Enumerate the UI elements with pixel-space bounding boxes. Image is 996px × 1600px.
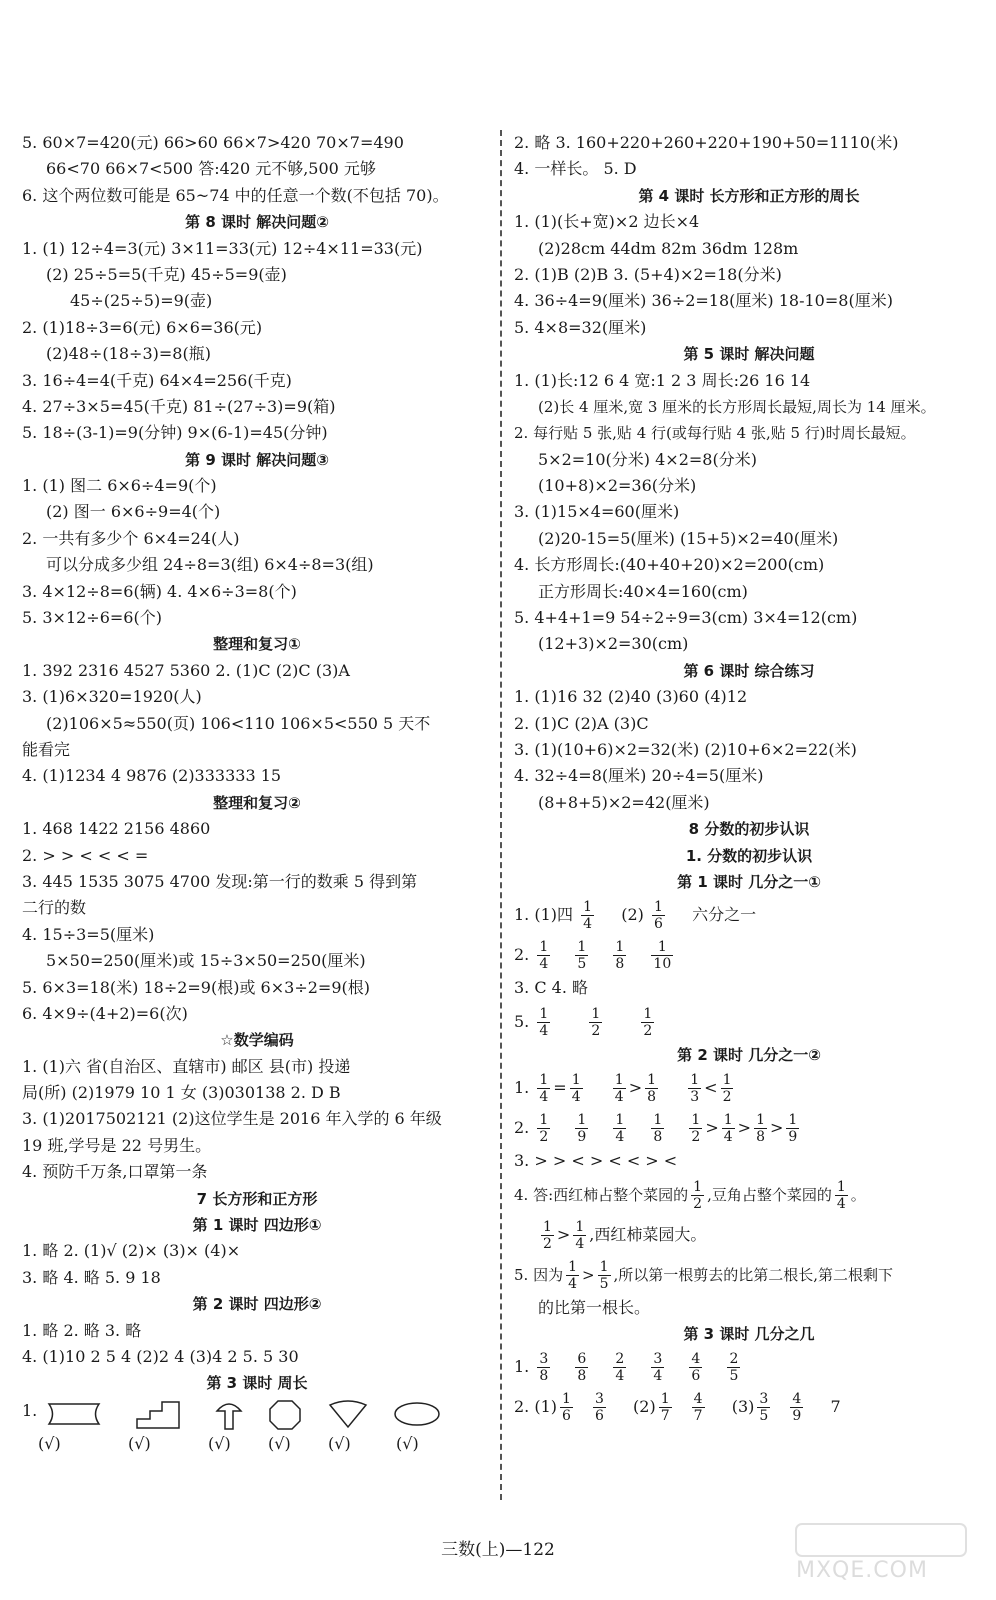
answer-line: 1. (1) 图二 6×6÷4=9(个) — [22, 476, 217, 496]
answer-line: 2. (1)18÷3=6(元) 6×6=36(元) — [22, 317, 263, 337]
fraction: $\frac{4}{7}$ — [693, 1391, 703, 1425]
answer-line: 1. (1)(长+宽)×2 边长×4 — [514, 212, 700, 232]
answer-line: 4. 预防千万条,口罩第一条 — [22, 1162, 208, 1182]
lesson-heading: 第 3 课时 几分之几 — [683, 1324, 815, 1343]
check-mark: (√) — [268, 1433, 291, 1453]
answer-line: 正方形周长:40×4=160(cm) — [538, 581, 748, 601]
fraction: $\frac{3}{6}$ — [594, 1391, 604, 1425]
answer-line: 5. 4+4+1=9 54÷2÷9=3(cm) 3×4=12(cm) — [514, 608, 858, 628]
lesson-heading: 第 2 课时 四边形② — [192, 1295, 322, 1314]
answer-text: (2) — [621, 905, 644, 925]
fraction: $\frac{1}{4}$ — [539, 1072, 549, 1106]
answer-line: 1. (1)16 32 (2)40 (3)60 (4)12 — [514, 687, 748, 707]
answer-line: 4. 长方形周长:(40+40+20)×2=200(cm) — [514, 555, 825, 575]
fraction-answer-line — [514, 1002, 984, 1042]
fraction-answer-line — [514, 1255, 984, 1295]
answer-text: 7 — [830, 1397, 841, 1417]
fraction: $\frac{1}{4}$ — [583, 899, 593, 933]
answer-line: 2. (1)C (2)A (3)C — [514, 713, 649, 733]
staircase-shape — [134, 1399, 184, 1431]
answer-line: 3. 4×12÷8=6(辆) 4. 4×6÷3=8(个) — [22, 581, 297, 601]
fraction: $\frac{1}{2}$ — [591, 1005, 601, 1039]
answer-line: 3. 略 4. 略 5. 9 18 — [22, 1267, 161, 1287]
fraction: $\frac{1}{2}$ — [643, 1005, 653, 1039]
fraction-answer-line — [514, 1068, 984, 1108]
answer-line: (2)20-15=5(厘米) (15+5)×2=40(厘米) — [538, 528, 839, 548]
answer-line: 3. (1)6×320=1920(人) — [22, 687, 202, 707]
answer-line: 3. 445 1535 3075 4700 发现:第一行的数乘 5 得到第 — [22, 871, 418, 891]
answer-line: 可以分成多少组 24÷8=3(组) 6×4÷8=3(组) — [46, 555, 374, 575]
answer-text: 六分之一 — [692, 905, 757, 925]
fraction: $\frac{1}{7}$ — [660, 1391, 670, 1425]
lesson-heading: 第 9 课时 解决问题③ — [185, 450, 329, 469]
octagon-shape — [268, 1399, 302, 1431]
answer-line: 4. 一样长。 5. D — [514, 159, 637, 179]
answer-line: 1. 468 1422 2156 4860 — [22, 819, 211, 839]
lesson-heading: 第 4 课时 长方形和正方形的周长 — [638, 186, 860, 205]
answer-line: 1. (1) 12÷4=3(元) 3×11=33(元) 12÷4×11=33(元) — [22, 238, 423, 258]
answer-line: (12+3)×2=30(cm) — [538, 634, 689, 654]
curved-rectangle-shape — [44, 1399, 104, 1429]
answer-line: 5×2=10(分米) 4×2=8(分米) — [538, 449, 757, 469]
greater-than-sign: > — [556, 1224, 571, 1244]
fraction: $\frac{4}{6}$ — [691, 1351, 701, 1385]
answer-text: 4. 答:西红柿占整个菜园的 — [514, 1185, 689, 1204]
answer-text: 1. (1)四 — [514, 905, 574, 925]
section-heading: 1. 分数的初步认识 — [685, 846, 813, 865]
fraction: $\frac{1}{4}$ — [539, 1005, 549, 1039]
fraction: $\frac{3}{5}$ — [759, 1391, 769, 1425]
answer-line: (8+8+5)×2=42(厘米) — [538, 792, 710, 812]
section-heading: 整理和复习② — [213, 793, 301, 812]
answer-line: 3. 16÷4=4(千克) 64×4=256(千克) — [22, 370, 292, 390]
fraction-answer-line — [514, 1347, 984, 1387]
answer-line: (2)48÷(18÷3)=8(瓶) — [46, 344, 211, 364]
left-column — [22, 130, 492, 1457]
right-column — [514, 130, 984, 1427]
chapter-heading: 8 分数的初步认识 — [688, 820, 810, 839]
answer-line: 5. 6×3=18(米) 18÷2=9(根)或 6×3÷2=9(根) — [22, 977, 370, 997]
answer-text: ,豆角占整个菜园的 — [707, 1185, 832, 1204]
answer-line: (2)106×5≈550(页) 106<110 106×5<550 5 天不 — [46, 713, 431, 733]
answer-text: ,所以第一根剪去的比第二根长,第二根剩下 — [613, 1265, 894, 1284]
question-number: 1. — [22, 1400, 38, 1420]
check-mark: (√) — [396, 1433, 419, 1453]
answer-line: 5. 3×12÷6=6(个) — [22, 608, 162, 628]
page-footer: 三数(上)—122 — [441, 1540, 555, 1560]
question-number: 5. — [514, 1011, 530, 1031]
answer-line: 2. 一共有多少个 6×4=24(人) — [22, 528, 240, 548]
answer-line: 6. 4×9÷(4+2)=6(次) — [22, 1003, 188, 1023]
fraction: $\frac{1}{9}$ — [788, 1112, 798, 1146]
fraction: $\frac{1}{8}$ — [653, 1112, 663, 1146]
answer-line: 4. (1)10 2 5 4 (2)2 4 (3)4 2 5. 5 30 — [22, 1346, 299, 1366]
lesson-heading: 第 8 课时 解决问题② — [185, 213, 329, 232]
question-number: 1. — [514, 1357, 530, 1377]
fraction: $\frac{1}{4}$ — [614, 1072, 624, 1106]
fraction: $\frac{1}{4}$ — [539, 939, 549, 973]
question-number: 2. — [514, 945, 530, 965]
fraction-answer-line — [514, 935, 984, 975]
greater-than-sign: > — [582, 1265, 595, 1284]
fan-shape — [328, 1399, 368, 1431]
greater-than-sign: > — [770, 1118, 784, 1138]
section-heading: 整理和复习① — [213, 635, 301, 654]
fraction: $\frac{1}{10}$ — [653, 939, 672, 973]
answer-line: 1. (1)长:12 6 4 宽:1 2 3 周长:26 16 14 — [514, 370, 811, 390]
answer-line: 1. (1)六 省(自治区、直辖市) 邮区 县(市) 投递 — [22, 1056, 351, 1076]
answer-line: 6. 这个两位数可能是 65~74 中的任意一个数(不包括 70)。 — [22, 185, 449, 205]
answer-line: (2)28cm 44dm 82m 36dm 128m — [538, 238, 799, 258]
fraction: $\frac{1}{4}$ — [575, 1218, 585, 1252]
fraction: $\frac{1}{2}$ — [539, 1112, 549, 1146]
fraction-answer-line — [514, 1387, 984, 1427]
fraction: $\frac{6}{8}$ — [577, 1351, 587, 1385]
question-number: 2. — [514, 1118, 530, 1138]
fraction: $\frac{1}{4}$ — [571, 1072, 581, 1106]
fraction-answer-line — [514, 895, 984, 935]
answer-line: 5. 18÷(3-1)=9(分钟) 9×(6-1)=45(分钟) — [22, 423, 328, 443]
fraction: $\frac{2}{4}$ — [615, 1351, 625, 1385]
answer-line: (2) 图一 6×6÷9=4(个) — [46, 502, 221, 522]
check-mark: (√) — [38, 1433, 61, 1453]
answer-line: (10+8)×2=36(分米) — [538, 476, 697, 496]
answer-line: 2. 每行贴 5 张,贴 4 行(或每行贴 4 张,贴 5 行)时周长最短。 — [514, 424, 916, 443]
answer-line: 3. (1)15×4=60(厘米) — [514, 502, 680, 522]
fraction: $\frac{1}{5}$ — [599, 1259, 609, 1292]
answer-line: 能看完 — [22, 739, 71, 759]
lesson-heading: 第 2 课时 几分之一② — [677, 1045, 821, 1064]
column-divider — [500, 130, 502, 1500]
answer-line: 5×50=250(厘米)或 15÷3×50=250(厘米) — [46, 951, 366, 971]
fraction: $\frac{1}{3}$ — [690, 1072, 700, 1106]
answer-line: 2. (1)B (2)B 3. (5+4)×2=18(分米) — [514, 264, 782, 284]
check-mark: (√) — [328, 1433, 351, 1453]
answer-line: 5. 60×7=420(元) 66>60 66×7>420 70×7=490 — [22, 133, 404, 152]
watermark-seal-icon — [786, 1520, 976, 1560]
answer-line: 2. > > < < < = — [22, 845, 149, 865]
answer-text: (3) — [731, 1397, 755, 1417]
lesson-heading: 第 6 课时 综合练习 — [683, 661, 815, 680]
answer-line: 3. (1)(10+6)×2=32(米) (2)10+6×2=22(米) — [514, 739, 857, 759]
answer-line: 3. C 4. 略 — [514, 978, 589, 998]
fraction-answer-line — [514, 1215, 984, 1255]
answer-line: 1. 略 2. 略 3. 略 — [22, 1320, 142, 1340]
fraction: $\frac{1}{2}$ — [693, 1179, 703, 1212]
fraction: $\frac{1}{2}$ — [722, 1072, 732, 1106]
answer-line: 45÷(25÷5)=9(壶) — [70, 291, 213, 311]
answer-line: 3. > > < > < < > < — [514, 1151, 678, 1171]
answer-text: ,西红柿菜园大。 — [589, 1224, 707, 1244]
greater-than-sign: > — [705, 1118, 719, 1138]
fraction: $\frac{1}{9}$ — [577, 1112, 587, 1146]
answer-line: 4. 27÷3×5=45(千克) 81÷(27÷3)=9(箱) — [22, 396, 336, 416]
fraction: $\frac{3}{4}$ — [653, 1351, 663, 1385]
answer-text: (2) — [633, 1397, 656, 1417]
check-mark: (√) — [128, 1433, 151, 1453]
answer-line: 1. 略 2. (1)√ (2)× (3)× (4)× — [22, 1241, 241, 1261]
fraction: $\frac{1}{6}$ — [562, 1391, 571, 1425]
perimeter-checks — [22, 1431, 492, 1457]
answer-line: 4. 36÷4=9(厘米) 36÷2=18(厘米) 18-10=8(厘米) — [514, 291, 893, 311]
answer-line: 4. 32÷4=8(厘米) 20÷4=5(厘米) — [514, 766, 764, 786]
fraction: $\frac{1}{8}$ — [647, 1072, 657, 1106]
lesson-heading: 第 1 课时 几分之一① — [677, 872, 821, 891]
ellipse-shape — [392, 1399, 442, 1429]
fraction: $\frac{1}{4}$ — [723, 1112, 733, 1146]
mushroom-shape — [214, 1399, 244, 1431]
lesson-heading: 第 5 课时 解决问题 — [683, 345, 815, 364]
answer-line: 5. 4×8=32(厘米) — [514, 317, 647, 337]
answer-line: 局(所) (2)1979 10 1 女 (3)030138 2. D B — [22, 1083, 341, 1103]
fraction: $\frac{1}{6}$ — [654, 899, 663, 933]
greater-than-sign: > — [628, 1078, 643, 1098]
fraction: $\frac{1}{4}$ — [615, 1112, 625, 1146]
check-mark: (√) — [208, 1433, 231, 1453]
answer-line: 4. 15÷3=5(厘米) — [22, 924, 155, 944]
fraction: $\frac{1}{2}$ — [691, 1112, 701, 1146]
answer-line: 3. (1)2017502121 (2)这位学生是 2016 年入学的 6 年级 — [22, 1109, 442, 1129]
fraction: $\frac{1}{8}$ — [615, 939, 625, 973]
answer-line: 4. (1)1234 4 9876 (2)333333 15 — [22, 766, 282, 786]
answer-text: 。 — [850, 1185, 866, 1204]
fraction: $\frac{3}{8}$ — [539, 1351, 549, 1385]
answer-line: 1. 392 2316 4527 5360 2. (1)C (2)C (3)A — [22, 660, 350, 680]
answer-line: 二行的数 — [22, 898, 87, 918]
answer-text: 5. 因为 — [514, 1265, 564, 1284]
answer-line: 19 班,学号是 22 号男生。 — [22, 1135, 212, 1155]
greater-than-sign: > — [737, 1118, 752, 1138]
answer-line: (2)长 4 厘米,宽 3 厘米的长方形周长最短,周长为 14 厘米。 — [538, 397, 936, 416]
watermark-logo — [786, 1520, 976, 1590]
equals-sign: = — [553, 1078, 567, 1098]
fraction-answer-line — [514, 1108, 984, 1148]
fraction: $\frac{4}{9}$ — [792, 1391, 802, 1425]
fraction: $\frac{1}{4}$ — [836, 1179, 846, 1212]
answer-line: 66<70 66×7<500 答:420 元不够,500 元够 — [46, 159, 376, 179]
question-number: 1. — [514, 1078, 530, 1098]
fraction: $\frac{2}{5}$ — [729, 1351, 739, 1385]
lesson-heading: 第 1 课时 四边形① — [192, 1216, 322, 1235]
fraction: $\frac{1}{4}$ — [568, 1259, 578, 1292]
less-than-sign: < — [704, 1078, 718, 1098]
perimeter-shapes — [22, 1397, 492, 1431]
lesson-heading: 第 3 课时 周长 — [206, 1374, 308, 1393]
fraction: $\frac{1}{8}$ — [756, 1112, 765, 1146]
fraction: $\frac{1}{2}$ — [543, 1218, 552, 1252]
section-heading: ☆数学编码 — [220, 1031, 294, 1050]
answer-text: 2. (1) — [514, 1397, 558, 1417]
fraction-answer-line — [514, 1175, 984, 1215]
watermark-text: MXQE.COM — [796, 1558, 928, 1583]
fraction: $\frac{1}{5}$ — [577, 939, 587, 973]
answer-line: 2. 略 3. 160+220+260+220+190+50=1110(米) — [514, 133, 899, 152]
answer-line: 的比第一根长。 — [538, 1297, 651, 1317]
chapter-heading: 7 长方形和正方形 — [196, 1189, 318, 1208]
answer-line: (2) 25÷5=5(千克) 45÷5=9(壶) — [46, 264, 287, 284]
